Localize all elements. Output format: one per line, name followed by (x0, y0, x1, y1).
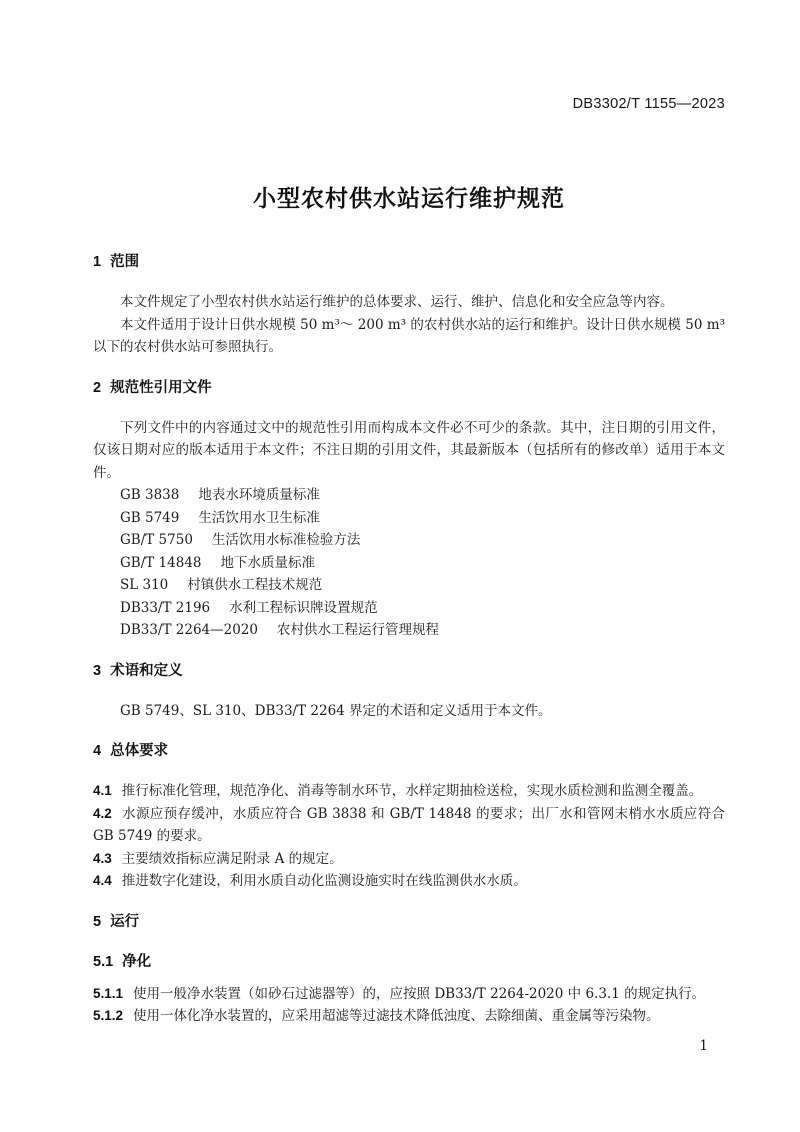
clause-text: 使用一般净水装置（如砂石过滤器等）的，应按照 DB33/T 2264-2020 中 6.3.1 的规定执行。 (133, 985, 706, 1002)
paragraph: 本文件规定了小型农村供水站运行维护的总体要求、运行、维护、信息化和安全应急等内容。 (120, 294, 674, 310)
heading-title: 总体要求 (110, 743, 169, 759)
page-number: 1 (699, 1038, 708, 1054)
heading-number: 4 (93, 743, 102, 759)
clause-text: 使用一体化净水装置的，应采用超滤等过滤技术降低浊度、去除细菌、重金属等污染物。 (133, 1008, 660, 1024)
reference-code: GB 5749 (120, 509, 180, 526)
reference-code: GB/T 5750 (120, 532, 193, 548)
clause-text: 水源应预存缓冲，水质应符合 GB 3838 和 GB/T 14848 的要求；出厂水和管网末梢水水质应符合 GB 5749 的要求。 (93, 805, 725, 844)
heading-title: 范围 (110, 254, 140, 270)
reference-code: GB 3838 (120, 487, 180, 503)
reference-title: 地下水质量标准 (220, 554, 315, 571)
reference-title: 生活饮用水标准检验方法 (211, 532, 361, 548)
clause (93, 983, 725, 1006)
paragraph: 本文件适用于设计日供水规模 50 m³～ 200 m³ 的农村供水站的运行和维护。设计日供水规模 50 m³以下的农村供水站可参照执行。 (93, 316, 725, 355)
doc-number: DB3302/T 1155—2023 (572, 96, 725, 112)
reference-item (93, 529, 725, 552)
doc-title: 小型农村供水站运行维护规范 (253, 185, 565, 211)
reference-item (93, 574, 725, 597)
heading-title: 净化 (122, 953, 152, 970)
reference-title: 生活饮用水卫生标准 (198, 509, 320, 526)
clause (93, 803, 725, 848)
clause-text: 主要绩效指标应满足附录 A 的规定。 (121, 850, 343, 867)
doc-body (93, 251, 725, 1028)
clause-number: 5.1.1 (93, 985, 124, 1001)
clause-text: 推行标准化管理，规范净化、消毒等制水环节，水样定期抽检送检，实现水质检测和监测全覆盖。 (121, 783, 703, 799)
heading-number: 5.1 (93, 953, 114, 970)
reference-code: SL 310 (120, 577, 169, 593)
heading-number: 5 (93, 913, 102, 930)
reference-title: 水利工程标识牌设置规范 (229, 599, 378, 616)
heading-title: 运行 (110, 913, 140, 930)
clause (93, 780, 725, 803)
reference-item (93, 619, 725, 642)
clause-number: 4.1 (93, 783, 112, 798)
section-heading (93, 911, 725, 933)
section-heading (93, 377, 725, 399)
paragraph: 下列文件中的内容通过文中的规范性引用而构成本文件必不可少的条款。其中，注日期的引用文件，仅该日期对应的版本适用于本文件；不注日期的引用文件，其最新版本（包括所有的修改单）适用于本文件。 (93, 419, 725, 481)
clause (93, 870, 725, 893)
heading-number: 1 (93, 254, 102, 270)
reference-code: DB33/T 2196 (120, 599, 211, 616)
clause-number: 4.3 (93, 850, 112, 866)
reference-title: 农村供水工程运行管理规程 (276, 622, 439, 638)
heading-number: 2 (93, 379, 102, 396)
heading-number: 3 (93, 662, 102, 679)
clause (93, 1005, 725, 1028)
reference-code: GB/T 14848 (120, 554, 202, 571)
clause (93, 848, 725, 871)
reference-title: 地表水环境质量标准 (198, 487, 320, 503)
clause-text: 推进数字化建设，利用水质自动化监测设施实时在线监测供水水质。 (121, 873, 527, 889)
clause-number: 4.2 (93, 805, 112, 821)
reference-item (93, 484, 725, 507)
clause-number: 4.4 (93, 873, 112, 888)
clause-number: 5.1.2 (93, 1008, 124, 1023)
page-footer (699, 1037, 708, 1055)
section-heading (93, 740, 725, 762)
heading-title: 术语和定义 (110, 662, 183, 679)
subsection-heading (93, 951, 725, 973)
reference-item (93, 597, 725, 620)
section-heading (93, 660, 725, 682)
section-heading (93, 251, 725, 273)
reference-code: DB33/T 2264—2020 (120, 622, 258, 638)
reference-item (93, 552, 725, 575)
heading-title: 规范性引用文件 (110, 379, 212, 396)
reference-item (93, 507, 725, 530)
reference-title: 村镇供水工程技术规范 (187, 577, 323, 593)
paragraph: GB 5749、SL 310、DB33/T 2264 界定的术语和定义适用于本文件。 (120, 702, 552, 719)
